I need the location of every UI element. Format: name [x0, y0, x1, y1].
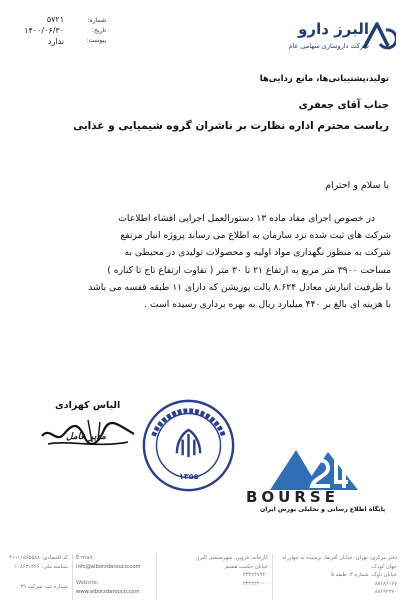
date-label: تاریخ: — [92, 27, 106, 34]
factory-line: ۳۳۲۲۲۲۰۰۰ — [242, 580, 268, 587]
office-line: ۸۸۱۸۶۱۷۷ — [374, 580, 397, 587]
letter-body — [9, 210, 391, 313]
footer-divider — [156, 554, 157, 600]
letter-footer — [0, 548, 403, 606]
email-label: E-mail: — [76, 555, 95, 561]
footer-contact — [76, 554, 154, 596]
office-line: ۸۸۱۹۲۲۷۰ — [374, 589, 397, 595]
number-label: شماره: — [87, 17, 106, 24]
letter-number: ۵۷۲۱ — [46, 15, 64, 24]
office-line: خیابان ناوک، شماره ۳، طبقه ۵ — [331, 572, 397, 578]
letter-date: ۱۴۰۰/۰۶/۳۰ — [24, 26, 64, 35]
company-name: البرز دارو — [298, 20, 369, 38]
tax-line: شناسه ملی: ۱۰۸۶۳۱۳۶۶ — [14, 563, 68, 570]
handwritten-title: مدیر عامل — [66, 432, 106, 442]
tax-line: کد اقتصادی: ۴۱۱۱۱۵۶۵۵۸۸ — [9, 555, 68, 561]
salutation: جناب آقای جعفری — [298, 100, 389, 111]
body-line: مساحت ۳۹۰۰ متر مربع به ارتفاع ۲۱ تا ۳۰ متر ( تفاوت ارتفاع تاج تا کناره ) — [107, 264, 391, 276]
factory-line: کارخانه: قزوین، شهرصنعتی البرز، — [195, 555, 268, 561]
letter-attachment: ندارد — [47, 37, 64, 46]
company-subtitle: شرکت داروسازی سهامی عام — [288, 42, 369, 50]
body-line: شرکت به منظور نگهداری مواد اولیه و محصولات تولیدی در محیطی به — [124, 247, 391, 259]
recipient-title: ریاست محترم اداره نظارت بر ناشران گروه شیمیایی و غذایی — [73, 120, 389, 132]
email-link[interactable]: info@alborzdarouco.com — [76, 563, 141, 570]
letter-meta-labels — [66, 16, 106, 46]
office-line: دفتر مرکزی: تهران، خیابان آفریقا، نرسیده به چهارراه جهان کودک، — [282, 555, 397, 570]
footer-divider — [72, 554, 73, 600]
factory-line: خیابان حکمت هشتم — [224, 563, 268, 570]
factory-line: ۳۳۲۲۶۷۹۴۰ — [242, 572, 268, 578]
website-label: Website: — [76, 580, 99, 586]
greeting: با سلام و احترام — [325, 180, 389, 191]
letter-meta-values — [8, 14, 64, 47]
attachment-label: پیوست: — [86, 37, 106, 44]
footer-factory-address — [160, 554, 268, 588]
bourse-caption: پایگاه اطلاع رسانی و تحلیلی بورس ایران — [260, 506, 386, 513]
footer-divider — [272, 554, 273, 600]
letter-subject: تولید،پشتیبانی‌ها، مانع زدایی‌ها — [259, 74, 389, 84]
tax-line: شماره ثبت شرکت ۳۹ — [20, 584, 68, 590]
stamp-year: ۱۳۵۵ — [179, 472, 199, 481]
body-line: با هزینه ای بالغ بر ۴۴۰ میلیارد ریال به بهره برداری رسیده است . — [144, 299, 391, 311]
body-line: شرکت های ثبت شده نزد سازمان به اطلاع می رساند پروژه انبار مرتفع — [120, 230, 391, 242]
footer-office-address — [279, 554, 397, 597]
footer-tax-info — [2, 554, 68, 592]
website-link[interactable]: www.alborzdarouco.com — [76, 588, 140, 595]
body-line: با ظرفیت انبارش معادل ۸.۶۲۴ پالت پوزیشن که دارای ۱۱ طبقه قفسه می باشد — [88, 281, 391, 293]
signer-name: الیاس کهزادی — [55, 400, 121, 411]
body-line: در خصوص اجرای مفاد ماده ۱۳ دستورالعمل اجرایی افشاء اطلاعات — [118, 213, 375, 224]
bourse-wordmark: BOURSE — [246, 488, 339, 506]
